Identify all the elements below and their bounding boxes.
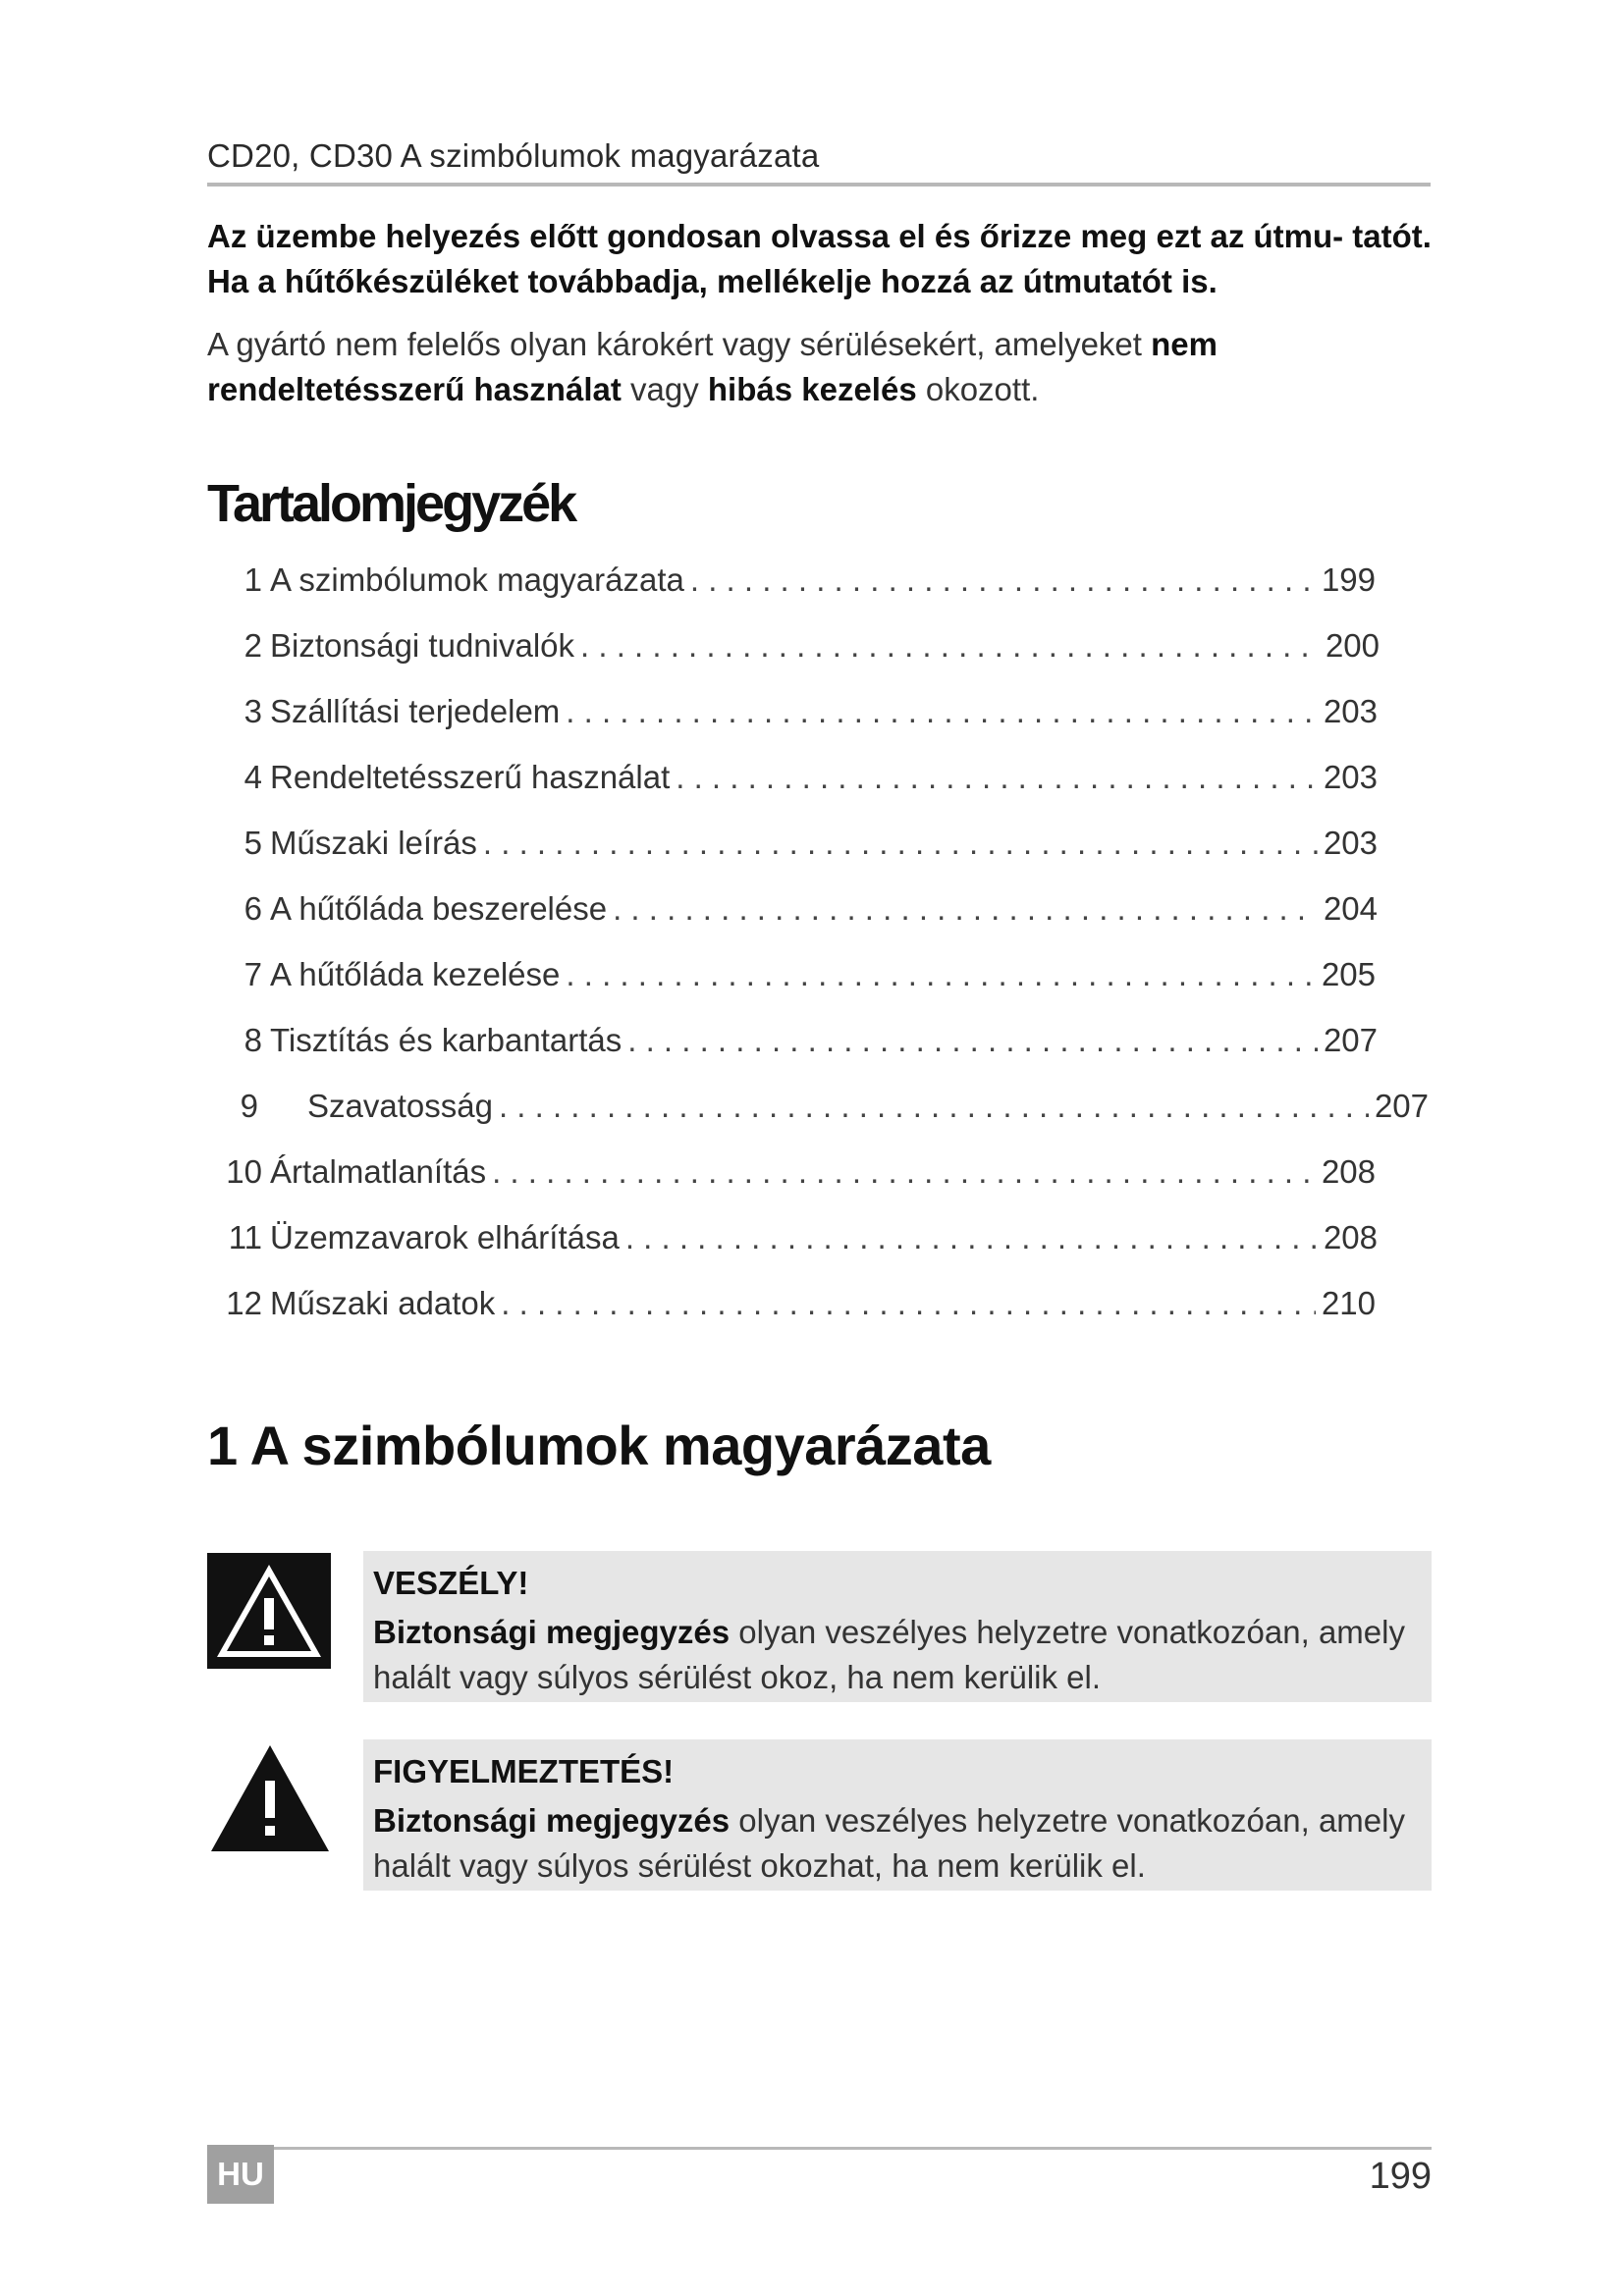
warning-notice-body: olyan veszélyes helyzetre vonatkozóan, amely halált vagy súlyos sérülést okozhat, ha nem kerülik el.: [373, 1802, 1405, 1884]
toc-item-title: Műszaki leírás: [270, 825, 477, 861]
toc-item-title: Tisztítás és karbantartás: [270, 1022, 623, 1058]
language-badge: HU: [207, 2145, 274, 2204]
toc-item-number: 6: [244, 890, 262, 927]
footer-rule: [273, 2147, 1432, 2150]
toc-item-title: Üzemzavarok elhárítása: [270, 1219, 620, 1255]
warning-notice-title: FIGYELMEZTETÉS!: [373, 1753, 675, 1789]
toc-item-page: 207: [1374, 1088, 1429, 1124]
liability-bold-3: hibás kezelés: [707, 371, 917, 407]
toc-item-page: 199: [1321, 561, 1376, 598]
toc-leader-dots: [492, 1153, 1316, 1191]
running-header: CD20, CD30 A szimbólumok magyarázata: [207, 137, 820, 174]
toc-item[interactable]: [207, 1219, 1378, 1268]
toc-item-title: Ártalmatlanítás: [270, 1153, 487, 1190]
page-number: 199: [1369, 2156, 1432, 2197]
toc-leader-dots: [483, 825, 1318, 862]
toc-item-number: 2: [244, 627, 262, 664]
toc-item-number: 11: [228, 1219, 262, 1255]
toc-item-number: 9: [240, 1088, 258, 1124]
toc-item-title: Műszaki adatok: [270, 1285, 496, 1321]
toc-item-title: Szavatosság: [307, 1088, 493, 1124]
toc-item-page: 205: [1321, 956, 1376, 992]
toc-leader-dots: [676, 759, 1318, 796]
toc-leader-dots: [501, 1285, 1316, 1322]
liability-bold-1: nem: [1151, 326, 1218, 362]
toc-item-number: 7: [244, 956, 262, 992]
toc-leader-dots: [690, 561, 1316, 599]
toc-item-page: 210: [1321, 1285, 1376, 1321]
danger-notice-title: VESZÉLY!: [373, 1565, 529, 1601]
danger-notice-body: olyan veszélyes helyzetre vonatkozóan, amely halált vagy súlyos sérülést okoz, ha nem kerülik el.: [373, 1614, 1405, 1695]
toc-item-title: Rendeltetésszerű használat: [270, 759, 671, 795]
toc-item-title: A szimbólumok magyarázata: [270, 561, 684, 598]
toc-item-page: 207: [1323, 1022, 1378, 1058]
danger-warning-icon: [207, 1553, 331, 1669]
toc-item-title: A hűtőláda kezelése: [270, 956, 561, 992]
toc-item-number: 12: [226, 1285, 262, 1321]
danger-notice-bold: Biztonsági megjegyzés: [373, 1614, 731, 1650]
liability-text-2: vagy: [621, 371, 708, 407]
liability-bold-2: rendeltetésszerű használat: [207, 371, 622, 407]
toc-item-number: 1: [244, 561, 262, 598]
danger-notice-text: [373, 1610, 1414, 1700]
toc-item-number: 4: [244, 759, 262, 795]
toc-heading: Tartalomjegyzék: [207, 474, 575, 533]
toc-leader-dots: [566, 693, 1318, 730]
liability-text-1: A gyártó nem felelős olyan károkért vagy sérülésekért, amelyeket: [207, 326, 1152, 362]
liability-paragraph: [207, 322, 1435, 412]
toc-item[interactable]: [207, 1088, 1429, 1137]
toc-item-page: 204: [1323, 890, 1378, 927]
toc-item[interactable]: [207, 1153, 1376, 1202]
warning-notice: [363, 1739, 1432, 1891]
toc-item-page: 208: [1323, 1219, 1378, 1255]
toc-item[interactable]: [207, 627, 1380, 676]
toc-item[interactable]: [207, 1022, 1378, 1071]
liability-text-3: okozott.: [916, 371, 1040, 407]
header-rule: [207, 183, 1431, 187]
toc-item-title: A hűtőláda beszerelése: [270, 890, 608, 927]
toc-leader-dots: [625, 1219, 1318, 1256]
toc-leader-dots: [613, 890, 1318, 928]
toc-item-page: 208: [1321, 1153, 1376, 1190]
toc-item-number: 10: [226, 1153, 262, 1190]
toc-item-title: Szállítási terjedelem: [270, 693, 561, 729]
warning-notice-text: [373, 1798, 1414, 1889]
toc-leader-dots: [566, 956, 1316, 993]
toc-item-page: 200: [1325, 627, 1380, 664]
toc-item-number: 5: [244, 825, 262, 861]
toc-item-page: 203: [1323, 759, 1378, 795]
toc-item-page: 203: [1323, 825, 1378, 861]
toc-leader-dots: [580, 627, 1320, 665]
intro-instruction: Az üzembe helyezés előtt gondosan olvassa el és őrizze meg ezt az útmu- tatót. Ha a hűtőkészüléket továbbadja, mellékelje hozzá az útmutatót is.: [207, 218, 1432, 299]
toc-item-title: Biztonsági tudnivalók: [270, 627, 575, 664]
toc-leader-dots: [499, 1088, 1369, 1125]
toc-item-page: 203: [1323, 693, 1378, 729]
toc-item[interactable]: [207, 956, 1376, 1005]
toc-item-number: 3: [244, 693, 262, 729]
toc-item[interactable]: [207, 825, 1378, 874]
toc-item-number: 8: [244, 1022, 262, 1058]
section-heading: 1 A szimbólumok magyarázata: [207, 1415, 991, 1476]
toc-leader-dots: [627, 1022, 1318, 1059]
danger-notice: [363, 1551, 1432, 1702]
warning-notice-bold: Biztonsági megjegyzés: [373, 1802, 731, 1839]
warning-triangle-icon: [207, 1741, 333, 1855]
toc-item[interactable]: [207, 1285, 1376, 1334]
toc-item[interactable]: [207, 693, 1378, 742]
toc-item[interactable]: [207, 759, 1378, 808]
toc-item[interactable]: [207, 890, 1378, 939]
toc-item[interactable]: [207, 561, 1376, 611]
